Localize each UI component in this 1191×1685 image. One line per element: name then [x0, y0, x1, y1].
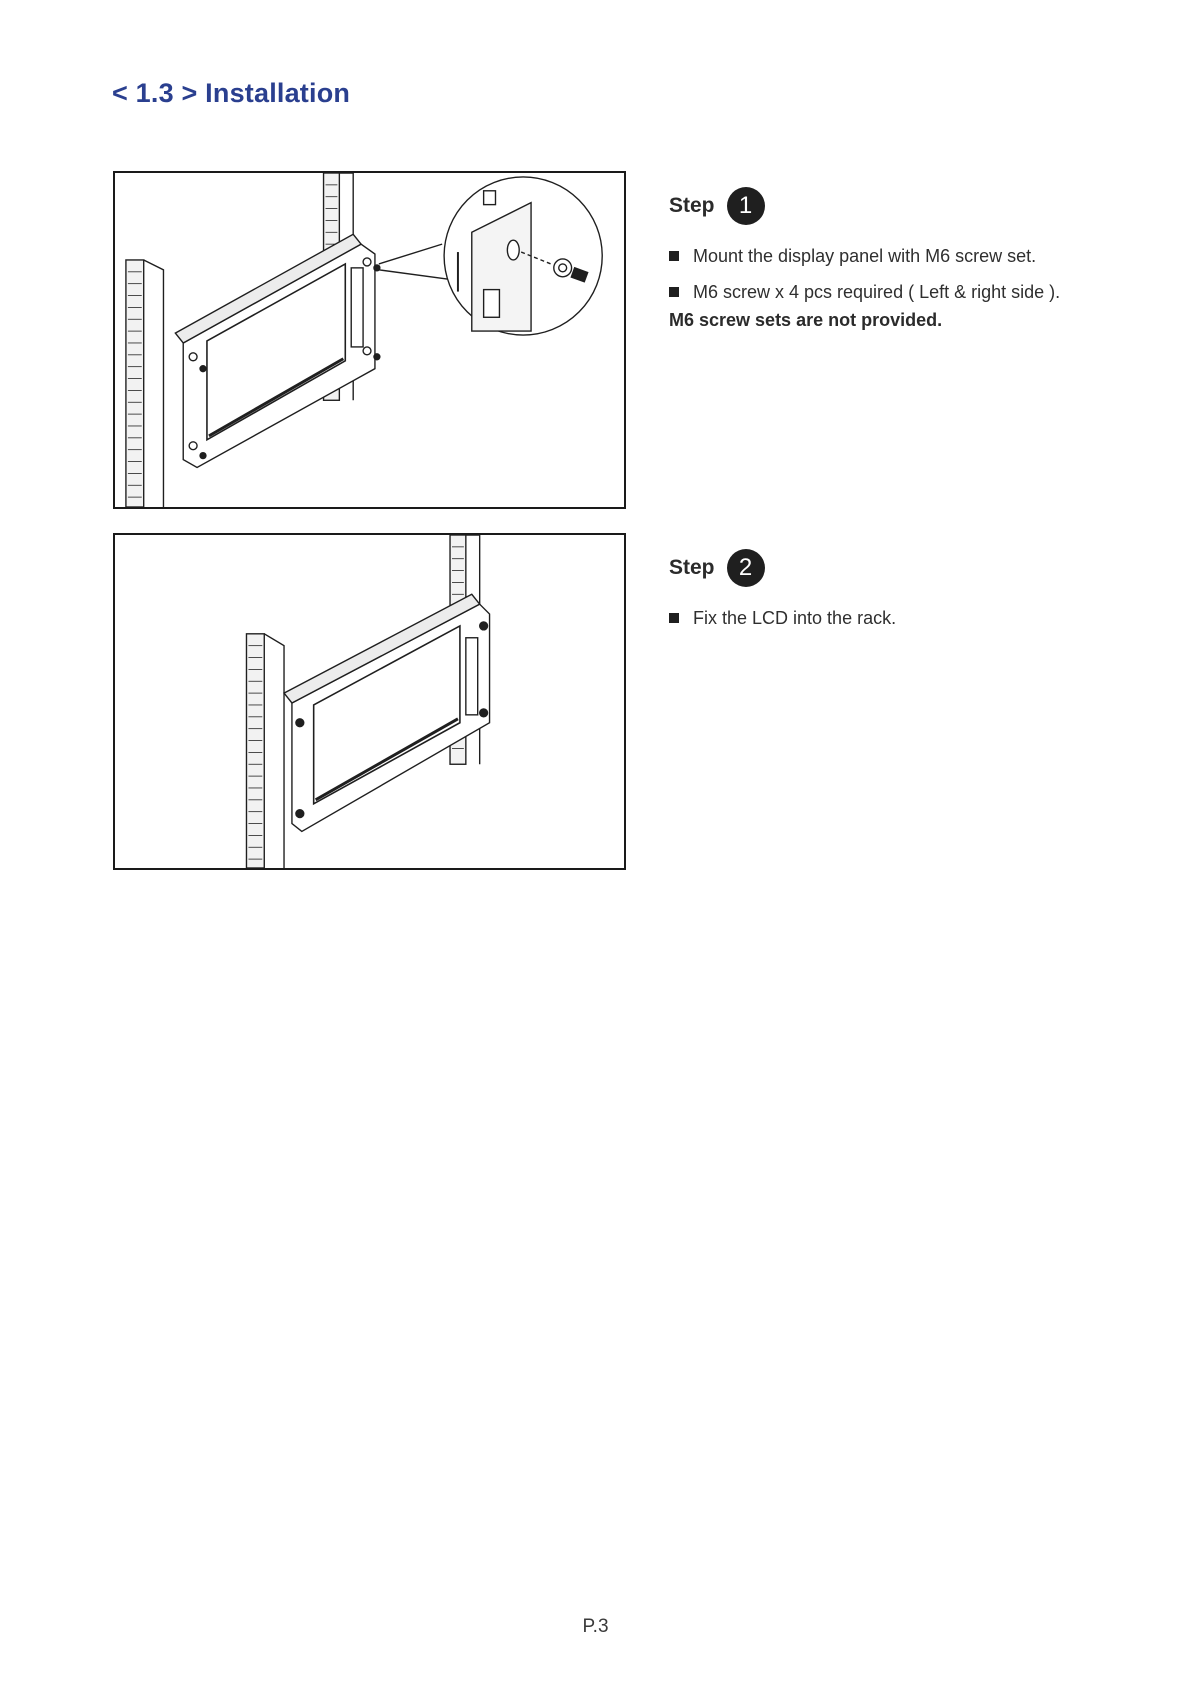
step-2-block — [669, 546, 1109, 636]
step-2-illustration — [113, 533, 626, 870]
bullet-square-icon — [669, 251, 679, 261]
step-label: Step — [669, 194, 715, 217]
step-2-instructions — [669, 600, 1109, 636]
step-1-block — [669, 184, 1109, 331]
instruction-text: M6 screw x 4 pcs required ( Left & right side ). — [693, 281, 1061, 302]
instruction-text: Mount the display panel with M6 screw set. — [693, 245, 1037, 266]
step-label: Step — [669, 556, 715, 579]
instruction-item — [669, 238, 1109, 274]
screw-note: M6 screw sets are not provided. — [669, 310, 943, 330]
step-1-illustration — [113, 171, 626, 509]
step-number-badge: 1 — [727, 187, 765, 225]
instruction-item — [669, 274, 1109, 310]
bullet-square-icon — [669, 287, 679, 297]
instruction-item — [669, 600, 1109, 636]
section-title: < 1.3 > Installation — [112, 78, 351, 108]
instruction-text: Fix the LCD into the rack. — [693, 607, 897, 628]
bullet-square-icon — [669, 613, 679, 623]
lcd-in-rack-diagram — [115, 535, 624, 868]
step-2-heading — [669, 546, 1109, 590]
rack-mount-diagram — [115, 173, 624, 507]
step-1-heading — [669, 184, 1109, 228]
step-number-badge: 2 — [727, 549, 765, 587]
step-1-instructions — [669, 238, 1109, 310]
page-number: P.3 — [582, 1616, 609, 1637]
